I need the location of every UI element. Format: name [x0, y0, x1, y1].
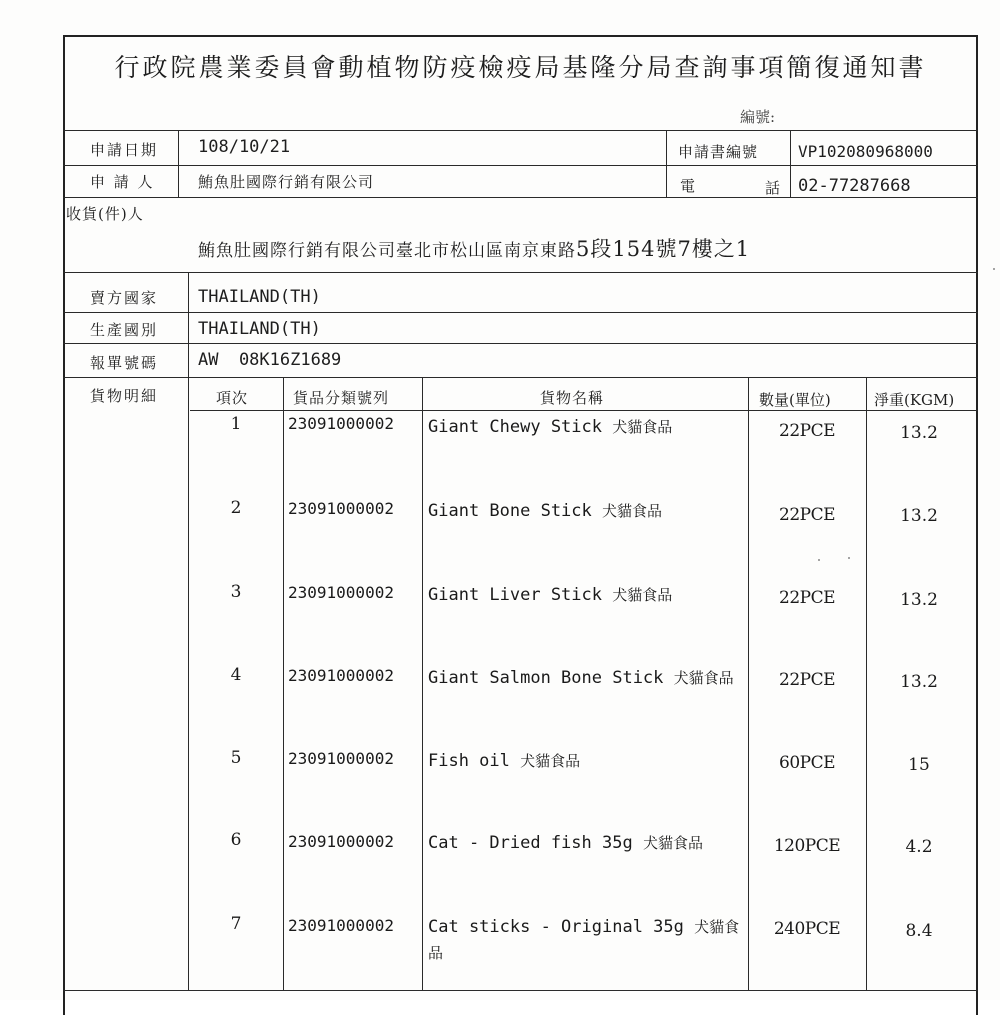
row-net-weight: 8.4	[905, 921, 933, 941]
row-net-weight: 13.2	[900, 590, 938, 610]
document-title: 行政院農業委員會動植物防疫檢疫局基隆分局查詢事項簡復通知書	[114, 53, 927, 82]
row-goods-name-zh: 犬貓食品	[642, 834, 703, 852]
application-number-value: VP102080968000	[798, 142, 933, 161]
rule-mid-column-b	[790, 130, 791, 197]
consignee-address	[198, 233, 750, 263]
row-goods-name-en: Giant Salmon Bone Stick	[428, 668, 674, 688]
rule-col-code	[283, 377, 284, 990]
row-hs-code: 23091000002	[288, 916, 394, 935]
row-hs-code: 23091000002	[288, 414, 394, 433]
row-net-weight: 13.2	[900, 423, 938, 443]
row-goods-name-zh: 犬貓食品	[612, 418, 673, 436]
row-goods-name	[428, 414, 746, 440]
origin-country-label: 生產國別	[90, 321, 159, 339]
scan-speck	[848, 557, 850, 559]
row-goods-name-en: Fish oil	[428, 751, 521, 771]
rule-row-3	[63, 272, 978, 273]
row-quantity: 22PCE	[779, 505, 835, 525]
application-number-label: 申請書編號	[678, 143, 759, 161]
seller-country-label: 賣方國家	[90, 289, 159, 307]
row-goods-name-zh: 犬貓食品	[602, 502, 663, 520]
row-index: 4	[230, 665, 242, 685]
phone-label-right: 話	[765, 179, 783, 197]
row-goods-name-en: Giant Chewy Stick	[428, 417, 613, 437]
row-goods-name-zh: 犬貓食品	[673, 669, 734, 687]
apply-date-label: 申請日期	[90, 141, 159, 159]
row-goods-name	[428, 582, 746, 608]
row-net-weight: 13.2	[900, 506, 938, 526]
row-net-weight: 4.2	[905, 837, 933, 857]
header-net-weight: 淨重(KGM)	[874, 391, 955, 409]
declaration-number-value: AW 08K16Z1689	[198, 350, 342, 370]
rule-label-column-lower	[188, 272, 189, 990]
row-goods-name-zh: 犬貓食品	[612, 586, 673, 604]
header-hs-code: 貨品分類號列	[293, 389, 390, 407]
row-quantity: 240PCE	[773, 919, 841, 939]
consignee-company: 鮪魚肚國際行銷有限公司臺北市松山區南京東路	[198, 241, 576, 261]
row-index: 5	[230, 748, 242, 768]
rule-row-5	[63, 343, 978, 344]
rule-row-6	[63, 377, 978, 378]
row-quantity: 120PCE	[773, 836, 841, 856]
rule-col-name	[422, 377, 423, 990]
row-goods-name-zh: 犬貓食品	[428, 918, 740, 962]
apply-date-value: 108/10/21	[198, 137, 291, 157]
row-index: 7	[230, 914, 242, 934]
row-hs-code: 23091000002	[288, 832, 394, 851]
rule-label-column	[178, 130, 179, 197]
scan-speck	[818, 559, 820, 561]
origin-country-value: THAILAND(TH)	[198, 319, 321, 339]
row-goods-name	[428, 830, 746, 856]
row-index: 3	[230, 582, 242, 602]
consignee-label: 收貨(件)人	[66, 205, 144, 223]
header-index: 項次	[216, 389, 249, 407]
row-quantity: 60PCE	[779, 753, 835, 773]
row-goods-name-zh: 犬貓食品	[520, 752, 581, 770]
serial-number-label: 編號:	[740, 108, 776, 126]
row-goods-name	[428, 665, 746, 691]
header-goods-name: 貨物名稱	[540, 389, 605, 407]
row-goods-name-en: Cat sticks - Original 35g	[428, 917, 695, 937]
row-quantity: 22PCE	[779, 588, 835, 608]
phone-value: 02-77287668	[798, 176, 911, 196]
row-goods-name-en: Giant Bone Stick	[428, 501, 602, 521]
row-goods-name-en: Cat - Dried fish 35g	[428, 833, 643, 853]
row-goods-name	[428, 498, 746, 524]
rule-row-4	[63, 312, 978, 313]
row-net-weight: 15	[908, 755, 930, 775]
row-goods-name	[428, 914, 746, 966]
rule-mid-column-a	[666, 130, 667, 197]
consignee-address-number: 5段154號7樓之1	[576, 237, 751, 261]
seller-country-value: THAILAND(TH)	[198, 287, 321, 307]
applicant-value: 鮪魚肚國際行銷有限公司	[198, 173, 375, 191]
rule-footer	[63, 990, 978, 991]
goods-detail-label: 貨物明細	[90, 387, 159, 405]
rule-row-2	[63, 197, 978, 198]
row-quantity: 22PCE	[779, 670, 835, 690]
rule-table-header	[190, 410, 978, 411]
row-hs-code: 23091000002	[288, 583, 394, 602]
declaration-number-label: 報單號碼	[90, 354, 159, 372]
row-hs-code: 23091000002	[288, 499, 394, 518]
row-net-weight: 13.2	[900, 672, 938, 692]
header-quantity: 數量(單位)	[759, 391, 831, 409]
rule-row-1	[63, 165, 978, 166]
phone-label-left: 電	[680, 177, 698, 195]
row-hs-code: 23091000002	[288, 666, 394, 685]
row-goods-name-en: Giant Liver Stick	[428, 585, 613, 605]
row-index: 2	[230, 498, 242, 518]
applicant-label: 申 請 人	[90, 173, 155, 191]
row-quantity: 22PCE	[779, 421, 835, 441]
row-goods-name	[428, 748, 746, 774]
row-index: 1	[230, 414, 242, 434]
rule-header-bottom	[63, 130, 978, 131]
row-hs-code: 23091000002	[288, 749, 394, 768]
row-index: 6	[230, 830, 242, 850]
scan-speck	[993, 268, 995, 270]
